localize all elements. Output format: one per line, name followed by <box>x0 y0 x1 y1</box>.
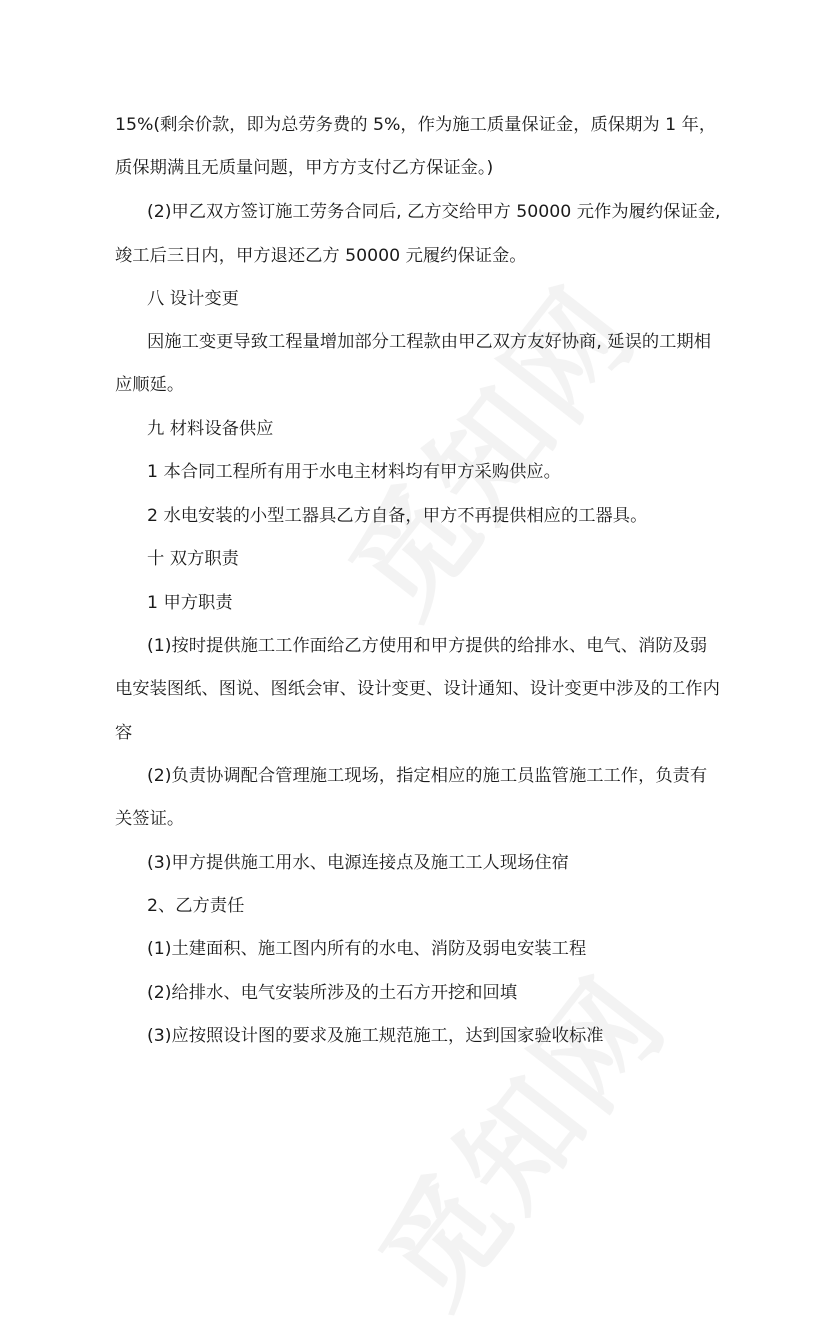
paragraph-line: (2)负责协调配合管理施工现场，指定相应的施工员监管施工工作，负责有 <box>147 766 708 786</box>
paragraph-line: (3)甲方提供施工用水、电源连接点及施工工人现场住宿 <box>147 853 569 873</box>
paragraph-line: 2 水电安装的小型工器具乙方自备，甲方不再提供相应的工器具。 <box>147 506 648 526</box>
paragraph-line: (3)应按照设计图的要求及施工规范施工，达到国家验收标准 <box>147 1026 604 1046</box>
paragraph-line: (1)土建面积、施工图内所有的水电、消防及弱电安装工程 <box>147 939 587 959</box>
watermark <box>305 246 668 644</box>
section-heading: 八 设计变更 <box>147 289 239 309</box>
paragraph-line: 容 <box>115 723 133 743</box>
paragraph-line: (2)甲乙双方签订施工劳务合同后, 乙方交给甲方 50000 元作为履约保证金, <box>147 202 721 222</box>
section-heading: 十 双方职责 <box>147 549 239 569</box>
paragraph-line: 因施工变更导致工程量增加部分工程款由甲乙双方友好协商, 延误的工期相 <box>147 332 711 352</box>
paragraph-line: 质保期满且无质量问题，甲方方支付乙方保证金。) <box>115 158 494 178</box>
paragraph-line: (1)按时提供施工工作面给乙方使用和甲方提供的给排水、电气、消防及弱 <box>147 636 708 656</box>
paragraph-line: 电安装图纸、图说、图纸会审、设计变更、设计通知、设计变更中涉及的工作内 <box>115 679 720 699</box>
subsection-heading: 1 甲方职责 <box>147 593 233 613</box>
paragraph-line: (2)给排水、电气安装所涉及的土石方开挖和回填 <box>147 983 518 1003</box>
paragraph-line: 竣工后三日内，甲方退还乙方 50000 元履约保证金。 <box>115 246 527 266</box>
subsection-heading: 2、乙方责任 <box>147 896 245 916</box>
section-heading: 九 材料设备供应 <box>147 419 274 439</box>
paragraph-line: 应顺延。 <box>115 375 185 395</box>
paragraph-line: 1 本合同工程所有用于水电主材料均有甲方采购供应。 <box>147 462 561 482</box>
paragraph-line: 15%(剩余价款，即为总劳务费的 5%，作为施工质量保证金，质保期为 1 年， <box>115 115 717 135</box>
paragraph-line: 关签证。 <box>115 809 185 829</box>
